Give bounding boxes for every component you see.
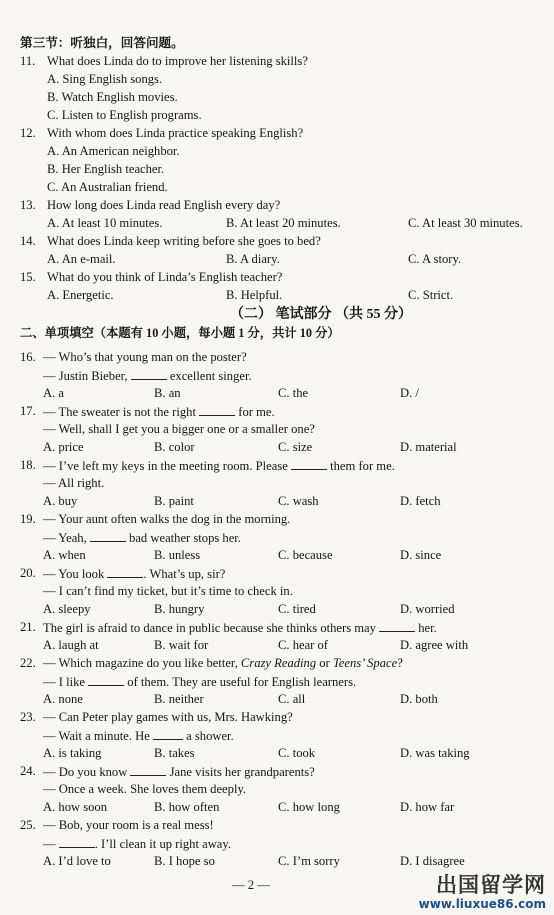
watermark-url: www.liuxue86.com bbox=[418, 897, 546, 911]
q16-line2-b: excellent singer. bbox=[169, 369, 252, 383]
q18-option-c: C. wash bbox=[278, 494, 319, 508]
q14-stem: What does Linda keep writing before she goes to bed? bbox=[47, 234, 321, 248]
q18-option-b: B. paint bbox=[154, 494, 194, 508]
q11-option-b: B. Watch English movies. bbox=[47, 90, 178, 104]
q23-line2-a: — Wait a minute. He bbox=[43, 729, 150, 743]
q24-option-b: B. how often bbox=[154, 800, 220, 814]
q14-option-a: A. An e-mail. bbox=[47, 252, 116, 266]
q19-option-a: A. when bbox=[43, 548, 86, 562]
answer-blank bbox=[153, 728, 183, 740]
q16-line2 bbox=[43, 368, 252, 384]
q14-number: 14. bbox=[20, 234, 36, 248]
q24-option-d: D. how far bbox=[400, 800, 455, 814]
q19-line2-b: bad weather stops her. bbox=[129, 531, 241, 545]
q25-option-d: D. I disagree bbox=[400, 854, 465, 868]
q11-option-c: C. Listen to English programs. bbox=[47, 108, 202, 122]
q17-option-a: A. price bbox=[43, 440, 84, 454]
q15-stem: What do you think of Linda’s English teacher? bbox=[47, 270, 283, 284]
q16-option-d: D. / bbox=[400, 386, 419, 400]
q23-option-d: D. was taking bbox=[400, 746, 470, 760]
q22-line1 bbox=[43, 656, 403, 671]
q12-option-b: B. Her English teacher. bbox=[47, 162, 165, 176]
q13-stem: How long does Linda read English every day? bbox=[47, 198, 281, 212]
q20-line1-a: — You look bbox=[43, 567, 105, 581]
q19-option-d: D. since bbox=[400, 548, 442, 562]
q11-option-a: A. Sing English songs. bbox=[47, 72, 163, 86]
q18-line1-b: them for me. bbox=[330, 459, 395, 473]
q23-option-c: C. took bbox=[278, 746, 316, 760]
q24-line1 bbox=[43, 764, 315, 780]
answer-blank bbox=[291, 458, 327, 470]
q23-option-a: A. is taking bbox=[43, 746, 102, 760]
q24-line1-a: — Do you know bbox=[43, 765, 128, 779]
q22-line2-b: of them. They are useful for English learners. bbox=[127, 675, 357, 689]
q17-line1-a: — The sweater is not the right bbox=[43, 405, 196, 419]
q12-number: 12. bbox=[20, 126, 36, 140]
q20-option-a: A. sleepy bbox=[43, 602, 91, 616]
q20-option-d: D. worried bbox=[400, 602, 455, 616]
q20-option-b: B. hungry bbox=[154, 602, 205, 616]
q16-option-c: C. the bbox=[278, 386, 309, 400]
answer-blank bbox=[379, 620, 415, 632]
q21-option-b: B. wait for bbox=[154, 638, 209, 652]
q24-number: 24. bbox=[20, 764, 36, 778]
answer-blank bbox=[88, 674, 124, 686]
q16-line1: — Who’s that young man on the poster? bbox=[43, 350, 247, 364]
q22-option-c: C. all bbox=[278, 692, 306, 706]
q21-number: 21. bbox=[20, 620, 36, 634]
q25-option-b: B. I hope so bbox=[154, 854, 215, 868]
q21-line1-a: The girl is afraid to dance in public because she thinks others may bbox=[43, 621, 376, 635]
q19-line2-a: — Yeah, bbox=[43, 531, 87, 545]
q11-number: 11. bbox=[20, 54, 36, 68]
q23-line1: — Can Peter play games with us, Mrs. Hawking? bbox=[43, 710, 293, 724]
q24-option-a: A. how soon bbox=[43, 800, 108, 814]
q16-number: 16. bbox=[20, 350, 36, 364]
q21-option-d: D. agree with bbox=[400, 638, 469, 652]
q25-option-a: A. I’d love to bbox=[43, 854, 111, 868]
q20-option-c: C. tired bbox=[278, 602, 316, 616]
answer-blank bbox=[130, 764, 166, 776]
watermark-title: 出国留学网 bbox=[436, 873, 546, 897]
q22-line1-a: — Which magazine do you like better, bbox=[43, 656, 238, 670]
q22-option-b: B. neither bbox=[154, 692, 204, 706]
answer-blank bbox=[90, 530, 126, 542]
q22-magazine-1: Crazy Reading bbox=[240, 656, 317, 670]
q22-line2-a: — I like bbox=[43, 675, 85, 689]
q19-option-b: B. unless bbox=[154, 548, 201, 562]
q22-line1-end: ? bbox=[397, 656, 403, 670]
section2-heading: 二、单项填空（本题有 10 小题，每小题 1 分，共计 10 分） bbox=[20, 326, 340, 340]
q23-number: 23. bbox=[20, 710, 36, 724]
q25-line2 bbox=[43, 836, 231, 852]
q22-option-a: A. none bbox=[43, 692, 83, 706]
q15-option-b: B. Helpful. bbox=[226, 288, 283, 302]
q13-option-b: B. At least 20 minutes. bbox=[226, 216, 341, 230]
q14-option-c: C. A story. bbox=[408, 252, 462, 266]
q16-option-a: A. a bbox=[43, 386, 64, 400]
q19-option-c: C. because bbox=[278, 548, 333, 562]
q19-line1: — Your aunt often walks the dog in the morning. bbox=[43, 512, 291, 526]
part2-title: （二） 笔试部分 （共 55 分） bbox=[230, 307, 412, 322]
q22-line2 bbox=[43, 674, 356, 690]
answer-blank bbox=[107, 566, 143, 578]
q18-option-d: D. fetch bbox=[400, 494, 441, 508]
q17-line1-b: for me. bbox=[238, 405, 275, 419]
q23-option-b: B. takes bbox=[154, 746, 195, 760]
q17-line2: — Well, shall I get you a bigger one or a smaller one? bbox=[43, 422, 315, 436]
q13-option-a: A. At least 10 minutes. bbox=[47, 216, 163, 230]
q18-line1-a: — I’ve left my keys in the meeting room. Please bbox=[43, 459, 288, 473]
q16-option-b: B. an bbox=[154, 386, 181, 400]
q18-line1 bbox=[43, 458, 395, 474]
q24-line1-b: Jane visits her grandparents? bbox=[169, 765, 315, 779]
q16-line2-a: — Justin Bieber, bbox=[43, 369, 128, 383]
q19-line2 bbox=[43, 530, 241, 546]
q20-line2: — I can’t find my ticket, but it’s time to check in. bbox=[43, 584, 293, 598]
q18-line2: — All right. bbox=[43, 476, 105, 490]
q25-number: 25. bbox=[20, 818, 36, 832]
q12-option-c: C. An Australian friend. bbox=[47, 180, 168, 194]
q25-option-c: C. I’m sorry bbox=[278, 854, 340, 868]
q21-line1 bbox=[43, 620, 437, 636]
q14-option-b: B. A diary. bbox=[226, 252, 280, 266]
q23-line2 bbox=[43, 728, 234, 744]
q22-magazine-2: Teens’ Space bbox=[332, 656, 398, 670]
q21-option-c: C. hear of bbox=[278, 638, 329, 652]
q21-option-a: A. laugh at bbox=[43, 638, 99, 652]
q24-line2: — Once a week. She loves them deeply. bbox=[43, 782, 247, 796]
answer-blank bbox=[131, 368, 167, 380]
q22-number: 22. bbox=[20, 656, 36, 670]
q17-number: 17. bbox=[20, 404, 36, 418]
q17-option-c: C. size bbox=[278, 440, 313, 454]
watermark-logo bbox=[419, 873, 546, 911]
q11-stem: What does Linda do to improve her listening skills? bbox=[47, 54, 308, 68]
q25-line1: — Bob, your room is a real mess! bbox=[43, 818, 214, 832]
q22-line1-or: or bbox=[319, 656, 330, 670]
q15-number: 15. bbox=[20, 270, 36, 284]
section3-heading: 第三节：听独白，回答问题。 bbox=[20, 36, 184, 50]
q22-option-d: D. both bbox=[400, 692, 438, 706]
q17-option-b: B. color bbox=[154, 440, 195, 454]
answer-blank bbox=[199, 404, 235, 416]
q20-number: 20. bbox=[20, 566, 36, 580]
q15-option-c: C. Strict. bbox=[408, 288, 454, 302]
q21-line1-b: her. bbox=[418, 621, 437, 635]
q25-line2-a: — bbox=[43, 837, 56, 851]
answer-blank bbox=[59, 836, 95, 848]
q18-number: 18. bbox=[20, 458, 36, 472]
q20-line1 bbox=[43, 566, 225, 582]
q23-line2-b: a shower. bbox=[186, 729, 234, 743]
q12-option-a: A. An American neighbor. bbox=[47, 144, 180, 158]
q15-option-a: A. Energetic. bbox=[47, 288, 114, 302]
q20-line1-b: . What’s up, sir? bbox=[143, 567, 226, 581]
q12-stem: With whom does Linda practice speaking English? bbox=[47, 126, 304, 140]
q17-option-d: D. material bbox=[400, 440, 457, 454]
q18-option-a: A. buy bbox=[43, 494, 78, 508]
q19-number: 19. bbox=[20, 512, 36, 526]
q25-line2-b: . I’ll clean it up right away. bbox=[94, 837, 232, 851]
q13-number: 13. bbox=[20, 198, 36, 212]
q17-line1 bbox=[43, 404, 275, 420]
page-number: — 2 — bbox=[232, 878, 270, 892]
q13-option-c: C. At least 30 minutes. bbox=[408, 216, 523, 230]
q24-option-c: C. how long bbox=[278, 800, 340, 814]
